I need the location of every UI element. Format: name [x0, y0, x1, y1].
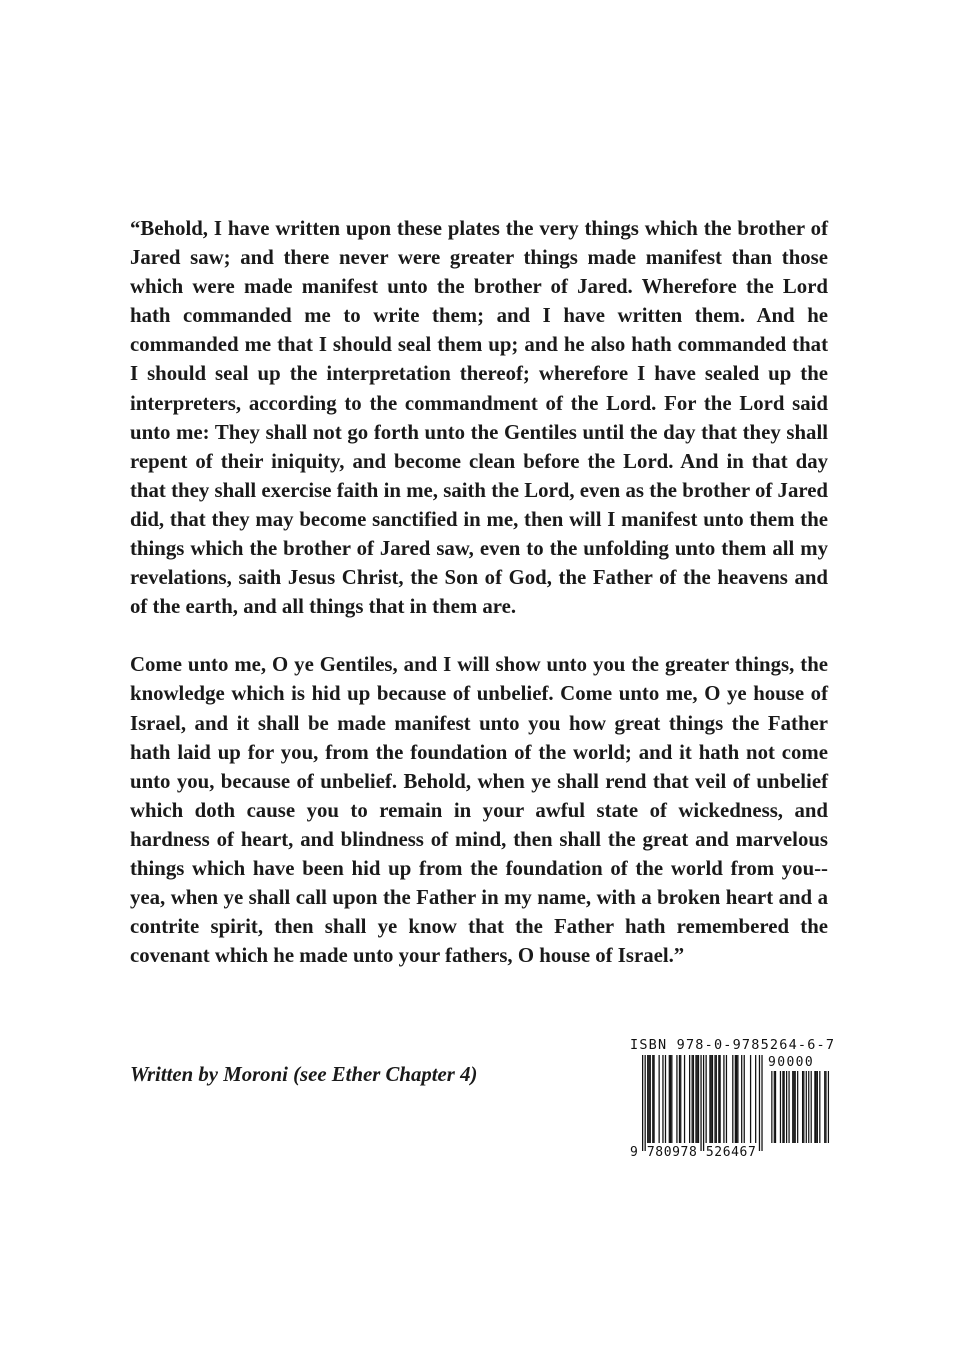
isbn-label: ISBN 978-0-9785264-6-7	[630, 1037, 836, 1053]
barcode-bar	[650, 1055, 651, 1143]
paragraph-2: Come unto me, O ye Gentiles, and I will show unto you the greater things, the knowledge which is hid up because of unbelief. Come unto me, O ye house of Israel, and it shall be made manifest unto you how great things the Father hath laid up for you, from the foundation of the world; and it hath not come unto you, because of unbelief. Behold, when ye shall rend that veil of unbelief which doth cause you to remain in your awful state of wickedness, and hardness of heart, and blindness of mind, then shall the great and marvelous things which have been hid up from the foundation of the world from you--yea, when ye shall call upon the Father in my name, with a broken heart and a contrite spirit, then shall ye know that the Father hath remembered the covenant which he made unto your fathers, O house of Israel.”	[130, 653, 828, 968]
barcode-bar	[659, 1055, 660, 1143]
barcode-bar	[680, 1055, 681, 1143]
barcode-bar	[737, 1055, 738, 1143]
addon-bar	[788, 1071, 789, 1143]
addon-digits: 90000	[768, 1055, 815, 1070]
barcode-bar	[645, 1055, 646, 1151]
barcode-bar	[703, 1055, 704, 1151]
barcode-bar	[732, 1055, 733, 1143]
barcode-bar	[647, 1055, 648, 1143]
barcode-bar	[711, 1055, 712, 1143]
ean-digits: 9 780978 526467	[630, 1145, 757, 1160]
barcode-bar	[676, 1055, 677, 1143]
addon-bar	[803, 1071, 804, 1143]
barcode-bar	[709, 1055, 710, 1143]
barcode-bar	[759, 1055, 760, 1151]
barcode-bar	[719, 1055, 720, 1143]
addon-bar	[808, 1071, 809, 1143]
addon-bar	[819, 1071, 820, 1143]
addon-bar	[795, 1071, 796, 1143]
barcode-bar	[692, 1055, 693, 1143]
barcode-bar	[697, 1055, 698, 1143]
addon-bar	[802, 1071, 803, 1143]
barcode-bar	[736, 1055, 737, 1143]
barcode-bar	[662, 1055, 663, 1143]
addon-bar	[771, 1071, 772, 1143]
barcode-bar	[642, 1055, 643, 1151]
barcode-bar	[669, 1055, 670, 1143]
barcode-bar	[723, 1055, 724, 1143]
barcode-bar	[693, 1055, 694, 1143]
barcode-bar	[761, 1055, 762, 1151]
addon-bar	[780, 1071, 781, 1143]
addon-bar	[793, 1071, 794, 1143]
addon-bar	[784, 1071, 785, 1143]
barcode-bar	[698, 1055, 699, 1143]
barcode-bar	[714, 1055, 715, 1143]
back-cover-text	[130, 214, 828, 970]
barcode-bar	[695, 1055, 696, 1143]
barcode-bar	[652, 1055, 653, 1143]
addon-bar	[814, 1071, 815, 1143]
attribution: Written by Moroni (see Ether Chapter 4)	[130, 1063, 478, 1086]
addon-bar	[811, 1071, 812, 1143]
barcode-bar	[718, 1055, 719, 1143]
addon-bar	[782, 1071, 783, 1143]
addon-bar	[825, 1071, 826, 1143]
barcode-bar	[741, 1055, 742, 1143]
addon-bar	[774, 1071, 775, 1143]
barcode-bar	[735, 1055, 736, 1143]
barcode-bar	[716, 1055, 717, 1143]
addon-bar	[816, 1071, 817, 1143]
addon-bar	[797, 1071, 798, 1143]
addon-bar	[806, 1071, 807, 1143]
barcode-bar	[670, 1055, 671, 1143]
barcode-bar	[679, 1055, 680, 1143]
barcode-bar	[671, 1055, 672, 1143]
addon-bar	[786, 1071, 787, 1143]
barcode-bar	[665, 1055, 666, 1143]
addon-bar	[824, 1071, 825, 1143]
barcode-bar	[700, 1055, 701, 1151]
barcode-bar	[712, 1055, 713, 1143]
barcode-bar	[653, 1055, 654, 1143]
barcode-bar	[750, 1055, 751, 1143]
barcode-bar	[684, 1055, 685, 1143]
addon-bar	[775, 1071, 776, 1143]
barcode-bar	[726, 1055, 727, 1143]
addon-bar	[828, 1071, 829, 1143]
addon-bar	[792, 1071, 793, 1143]
barcode-bar	[689, 1055, 690, 1143]
barcode-bar	[744, 1055, 745, 1143]
barcode-bar	[755, 1055, 756, 1143]
barcode-bar	[648, 1055, 649, 1143]
paragraph-1: “Behold, I have written upon these plates the very things which the brother of Jared saw; and there never were greater things made manifest than those which were made manifest unto the brother of Jared. Wherefore the Lord hath commanded me to write them; and I have written them. And he commanded me that I should seal them up; and he also hath commanded that I should seal up the interpretation thereof; wherefore I have sealed up the interpreters, according to the commandment of the Lord. For the Lord said unto me: They shall not go forth unto the Gentiles until the day that they shall repent of their iniquity, and become clean before the Lord. And in that day that they shall exercise faith in me, saith the Lord, even as the brother of Jared did, that they may become sanctified in me, then will I manifest unto them the things which the brother of Jared saw, even to the unfolding unto them all my revelations, saith Jesus Christ, the Son of God, the Father of the heavens and of the earth, and all things that in them are.	[130, 217, 828, 619]
isbn-barcode	[630, 1037, 836, 1163]
addon-bar	[817, 1071, 818, 1143]
barcode-bar	[706, 1055, 707, 1143]
